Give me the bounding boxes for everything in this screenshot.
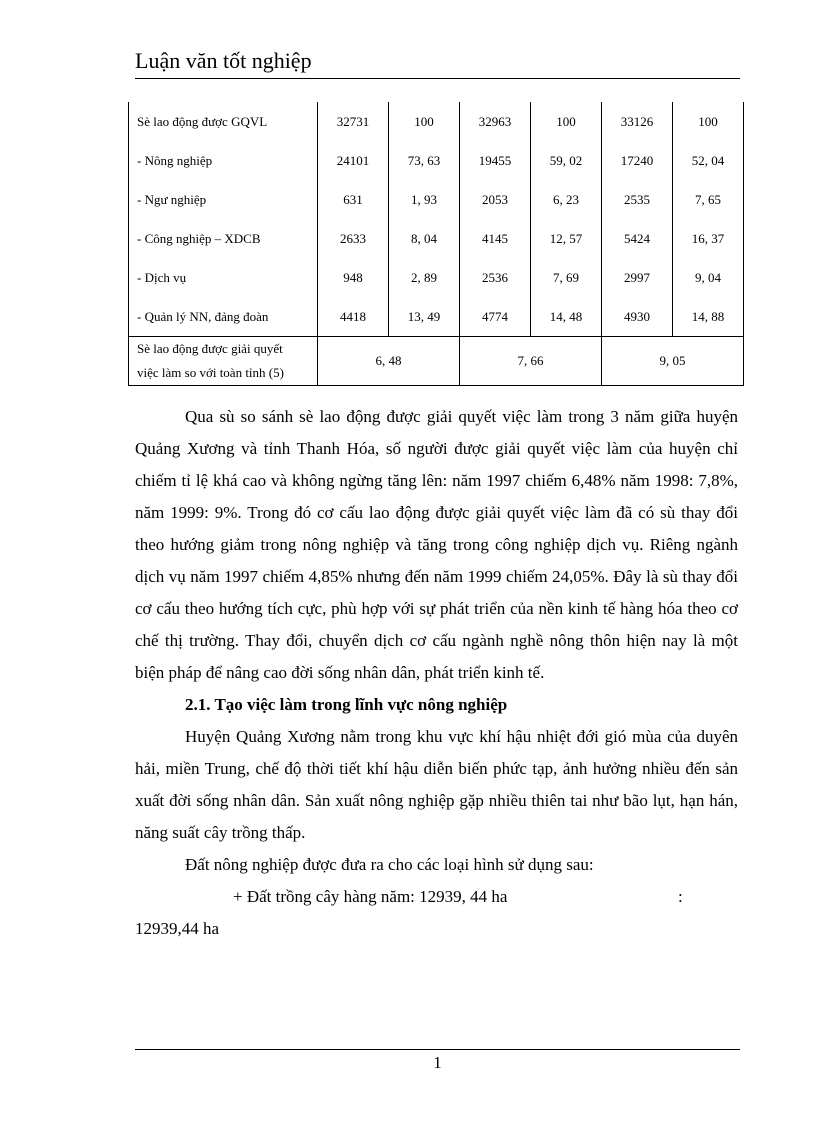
table-cell: 59, 02	[531, 141, 602, 180]
page-number: 1	[433, 1053, 442, 1072]
bullet-colon: :	[678, 887, 683, 906]
table-cell: 1, 93	[389, 180, 460, 219]
table-cell: 100	[389, 102, 460, 141]
table-cell: 4774	[460, 297, 531, 337]
summary-label	[129, 337, 318, 386]
paragraph-comparison: Qua sù so sánh sè lao động được giải quyết việc làm trong 3 năm giữa huyện Quảng Xương và tỉnh Thanh Hóa, số người được giải quyết việc làm của huyện chỉ chiếm tỉ lệ khá cao và không ngừng tăng lên: năm 1997 chiếm 6,48% năm 1998: 7,8%, năm 1999: 9%. Trong đó cơ cấu lao động được giải quyết việc làm đã có sù thay đổi theo hướng giảm trong nông nghiệp và tăng trong công nghiệp dịch vụ. Riêng ngành dịch vụ năm 1997 chiếm 4,85% nhưng đến năm 1999 chiếm 24,05%. Đây là sù thay đổi cơ cấu theo hướng tích cực, phù hợp với sự phát triển của nền kinh tế hàng hóa theo cơ chế thị trường. Thay đổi, chuyển dịch cơ cấu ngành nghề nông thôn hiện nay là một biện pháp để nâng cao đời sống nhân dân, phát triển kinh tế.	[135, 407, 738, 682]
summary-value: 7, 66	[460, 337, 602, 386]
page-header	[135, 46, 740, 79]
table-cell: 2535	[602, 180, 673, 219]
page-footer	[135, 1049, 740, 1073]
table-cell: 2536	[460, 258, 531, 297]
row-label: Sè lao động được GQVL	[129, 102, 318, 141]
table-cell: 631	[318, 180, 389, 219]
section-heading: 2.1. Tạo việc làm trong lĩnh vực nông nghiệp	[185, 695, 508, 714]
table-cell: 4145	[460, 219, 531, 258]
table-cell: 5424	[602, 219, 673, 258]
document-body	[135, 401, 738, 945]
table-cell: 52, 04	[673, 141, 744, 180]
table-cell: 6, 23	[531, 180, 602, 219]
paragraph-land-use: Đất nông nghiệp được đưa ra cho các loại hình sử dụng sau:	[185, 855, 594, 874]
paragraph-climate: Huyện Quảng Xương nằm trong khu vực khí hậu nhiệt đới gió mùa của duyên hải, miền Trung, chế độ thời tiết khí hậu diễn biến phức tạp, ảnh hưởng nhiều đến sản xuất đời sống nhân dân. Sản xuất nông nghiệp gặp nhiều thiên tai như bão lụt, hạn hán, năng suất cây trồng thấp.	[135, 727, 738, 842]
header-title: Luận văn tốt nghiệp	[135, 48, 312, 73]
table-row	[129, 219, 744, 258]
table-row	[129, 258, 744, 297]
bullet-text: + Đất trồng cây hàng năm: 12939, 44 ha	[233, 887, 508, 906]
table-cell: 14, 48	[531, 297, 602, 337]
table-row	[129, 180, 744, 219]
table-cell: 19455	[460, 141, 531, 180]
bullet-annual-crops	[135, 881, 738, 913]
row-label: - Công nghiệp – XDCB	[129, 219, 318, 258]
table-cell: 14, 88	[673, 297, 744, 337]
table-cell: 33126	[602, 102, 673, 141]
table-cell: 948	[318, 258, 389, 297]
table-cell: 13, 49	[389, 297, 460, 337]
table-cell: 2997	[602, 258, 673, 297]
table-cell: 100	[531, 102, 602, 141]
table-cell: 24101	[318, 141, 389, 180]
row-label: - Nông nghiệp	[129, 141, 318, 180]
table-cell: 2053	[460, 180, 531, 219]
table-cell: 73, 63	[389, 141, 460, 180]
table-cell: 12, 57	[531, 219, 602, 258]
table-cell: 7, 69	[531, 258, 602, 297]
summary-value: 6, 48	[318, 337, 460, 386]
table-cell: 4930	[602, 297, 673, 337]
table-cell: 100	[673, 102, 744, 141]
summary-row	[129, 337, 744, 386]
table-cell: 32731	[318, 102, 389, 141]
tail-text: 12939,44 ha	[135, 919, 220, 938]
table-cell: 8, 04	[389, 219, 460, 258]
labor-statistics-table	[128, 102, 744, 386]
table-cell: 17240	[602, 141, 673, 180]
row-label: - Ngư nghiệp	[129, 180, 318, 219]
table-cell: 7, 65	[673, 180, 744, 219]
table-cell: 32963	[460, 102, 531, 141]
table-cell: 9, 04	[673, 258, 744, 297]
table-cell: 2633	[318, 219, 389, 258]
row-label: - Dịch vụ	[129, 258, 318, 297]
table-row	[129, 141, 744, 180]
summary-label-line1: Sè lao động được giải quyết	[137, 341, 283, 356]
table-cell: 2, 89	[389, 258, 460, 297]
table-cell: 4418	[318, 297, 389, 337]
table-row	[129, 102, 744, 141]
table-row	[129, 297, 744, 337]
row-label: - Quản lý NN, đảng đoàn	[129, 297, 318, 337]
summary-label-line2: việc làm so với toàn tỉnh (5)	[137, 365, 284, 380]
table-cell: 16, 37	[673, 219, 744, 258]
summary-value: 9, 05	[602, 337, 744, 386]
